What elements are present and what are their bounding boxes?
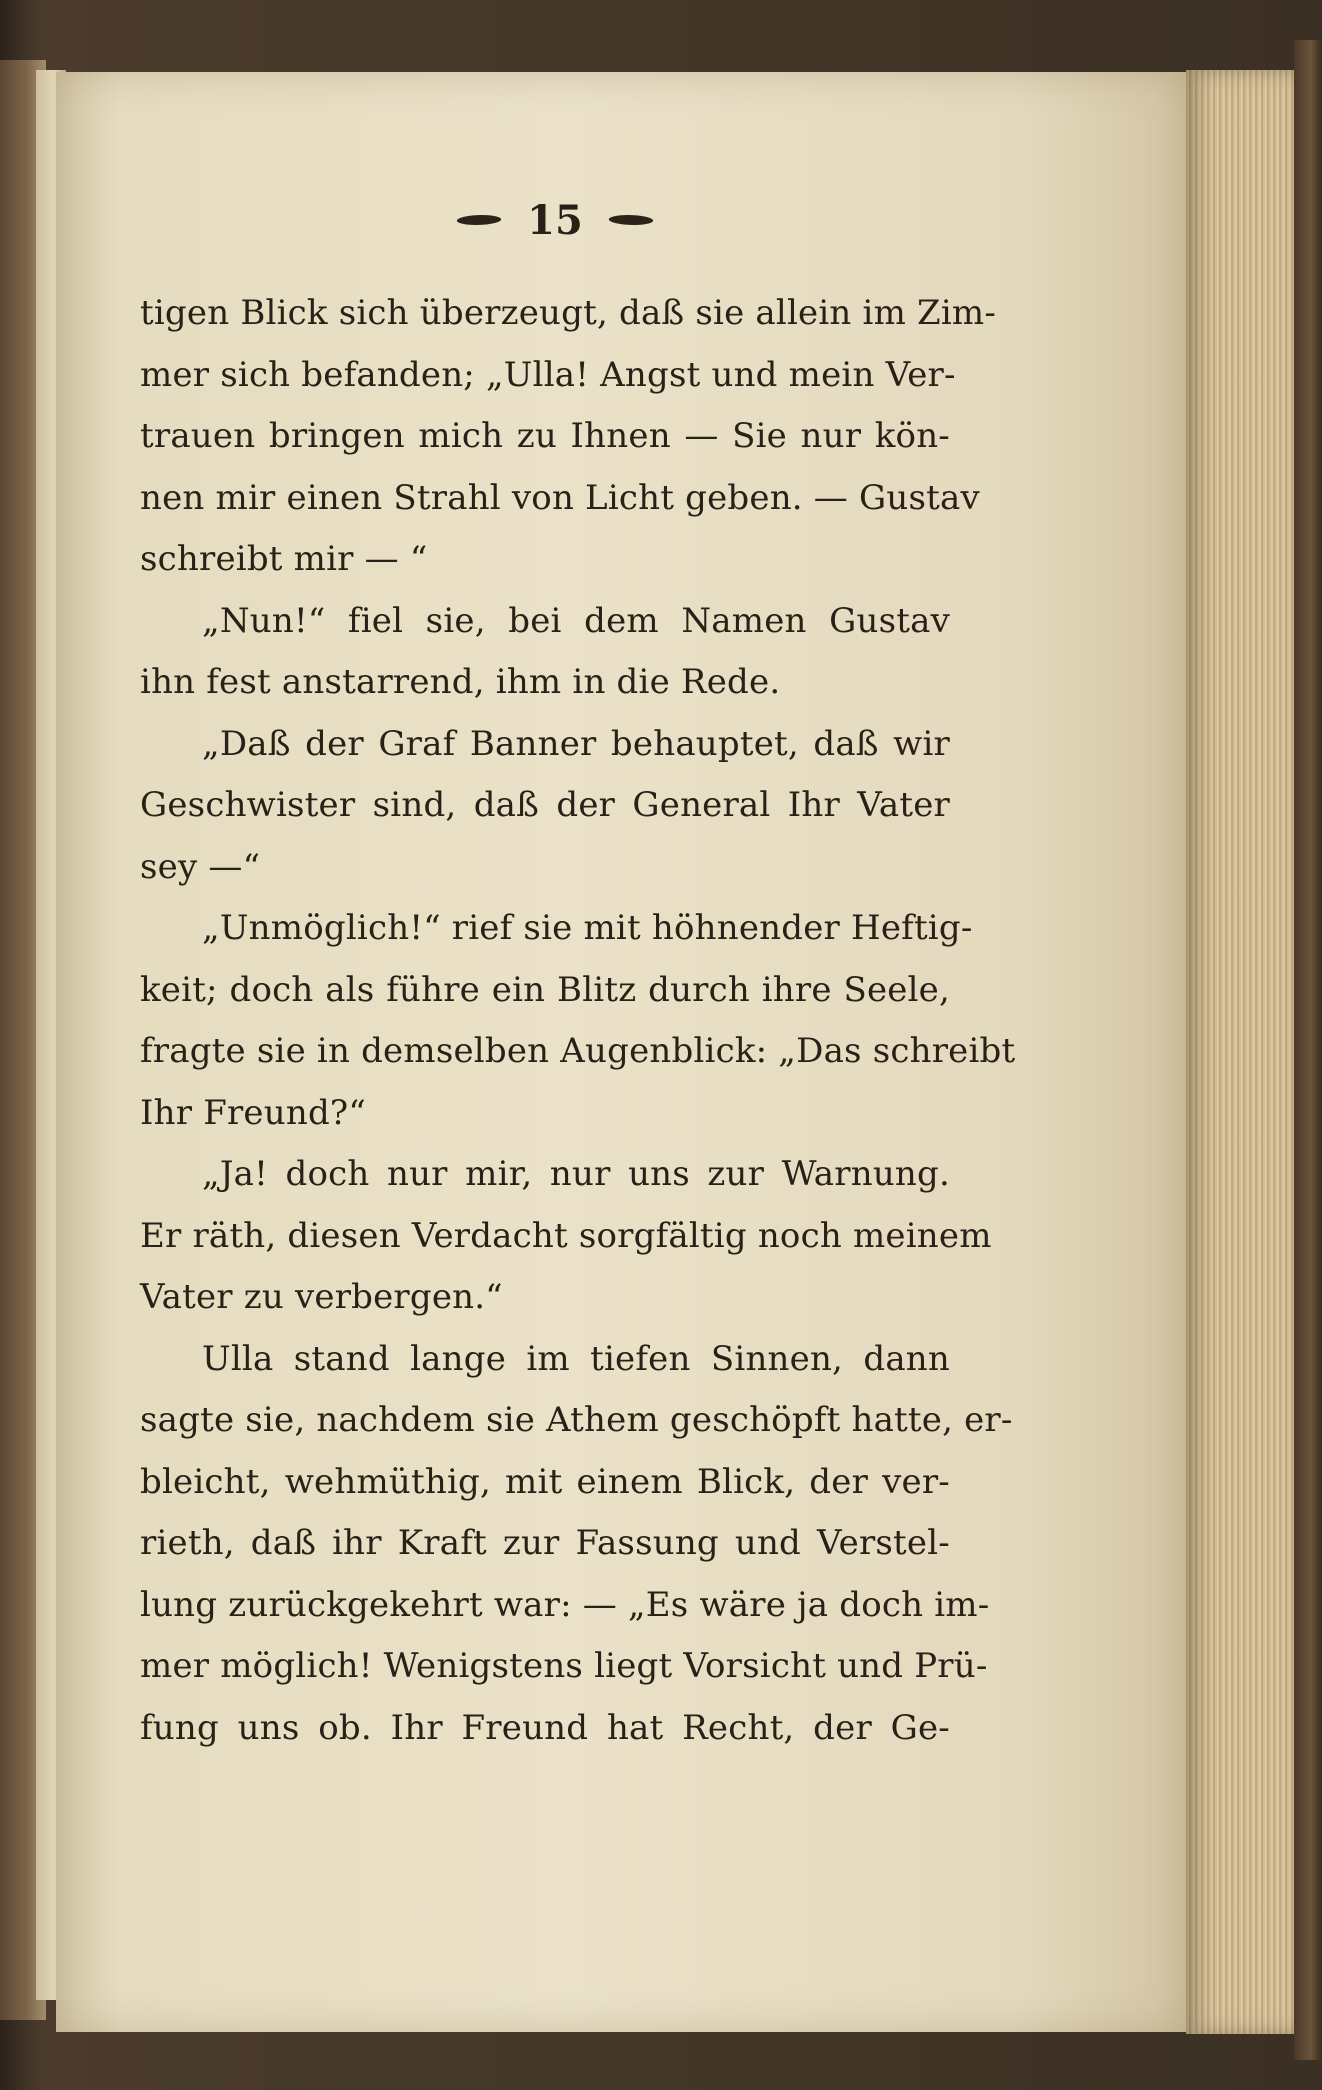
text-line: Ihr Freund?“: [140, 1092, 366, 1133]
right-book-cover: [1294, 40, 1322, 2060]
text-line: fragte sie in demselben Augenblick: „Das schreibt: [140, 1031, 1016, 1071]
text-line: bleicht, wehmüthig, mit einem Blick, der ver-: [140, 1461, 950, 1502]
text-line: trauen bringen mich zu Ihnen — Sie nur kön-: [140, 416, 950, 456]
text-line: sey —“: [140, 846, 261, 887]
text-line: Er räth, diesen Verdacht sorgfältig noch meinem: [140, 1215, 992, 1256]
page-header: [440, 190, 670, 250]
text-line: rieth, daß ihr Kraft zur Fassung und Verstel-: [140, 1523, 950, 1563]
right-ornament-icon: [606, 215, 656, 225]
text-line: tigen Blick sich überzeugt, daß sie allein im Zim-: [140, 293, 997, 333]
text-line: mer sich befanden; „Ulla! Angst und mein Ver-: [140, 354, 956, 395]
text-line: ihn fest anstarrend, ihm in die Rede.: [140, 662, 781, 702]
text-line: Ulla stand lange im tiefen Sinnen, dann: [202, 1338, 950, 1379]
text-line: „Unmöglich!“ rief sie mit höhnender Heftig-: [202, 908, 973, 948]
text-line: „Ja! doch nur mir, nur uns zur Warnung.: [202, 1154, 950, 1194]
page-stack-edges: [1186, 70, 1294, 2034]
text-line: sagte sie, nachdem sie Athem geschöpft hatte, er-: [140, 1400, 1013, 1440]
text-line: schreibt mir — “: [140, 539, 428, 579]
text-line: fung uns ob. Ihr Freund hat Recht, der Ge-: [140, 1707, 950, 1748]
text-line: keit; doch als führe ein Blitz durch ihre Seele,: [140, 969, 950, 1010]
text-line: „Daß der Graf Banner behauptet, daß wir: [202, 723, 950, 764]
text-line: lung zurückgekehrt war: — „Es wäre ja doch im-: [140, 1584, 990, 1625]
text-line: nen mir einen Strahl von Licht geben. — Gustav: [140, 477, 980, 518]
text-line: Geschwister sind, daß der General Ihr Vater: [140, 785, 950, 825]
left-ornament-icon: [454, 215, 504, 225]
page-number: 15: [527, 196, 583, 244]
text-line: Vater zu verbergen.“: [140, 1277, 503, 1317]
text-line: mer möglich! Wenigstens liegt Vorsicht und Prü-: [140, 1646, 988, 1686]
text-line: „Nun!“ fiel sie, bei dem Namen Gustav: [202, 600, 950, 641]
body-text: [140, 283, 1016, 1759]
